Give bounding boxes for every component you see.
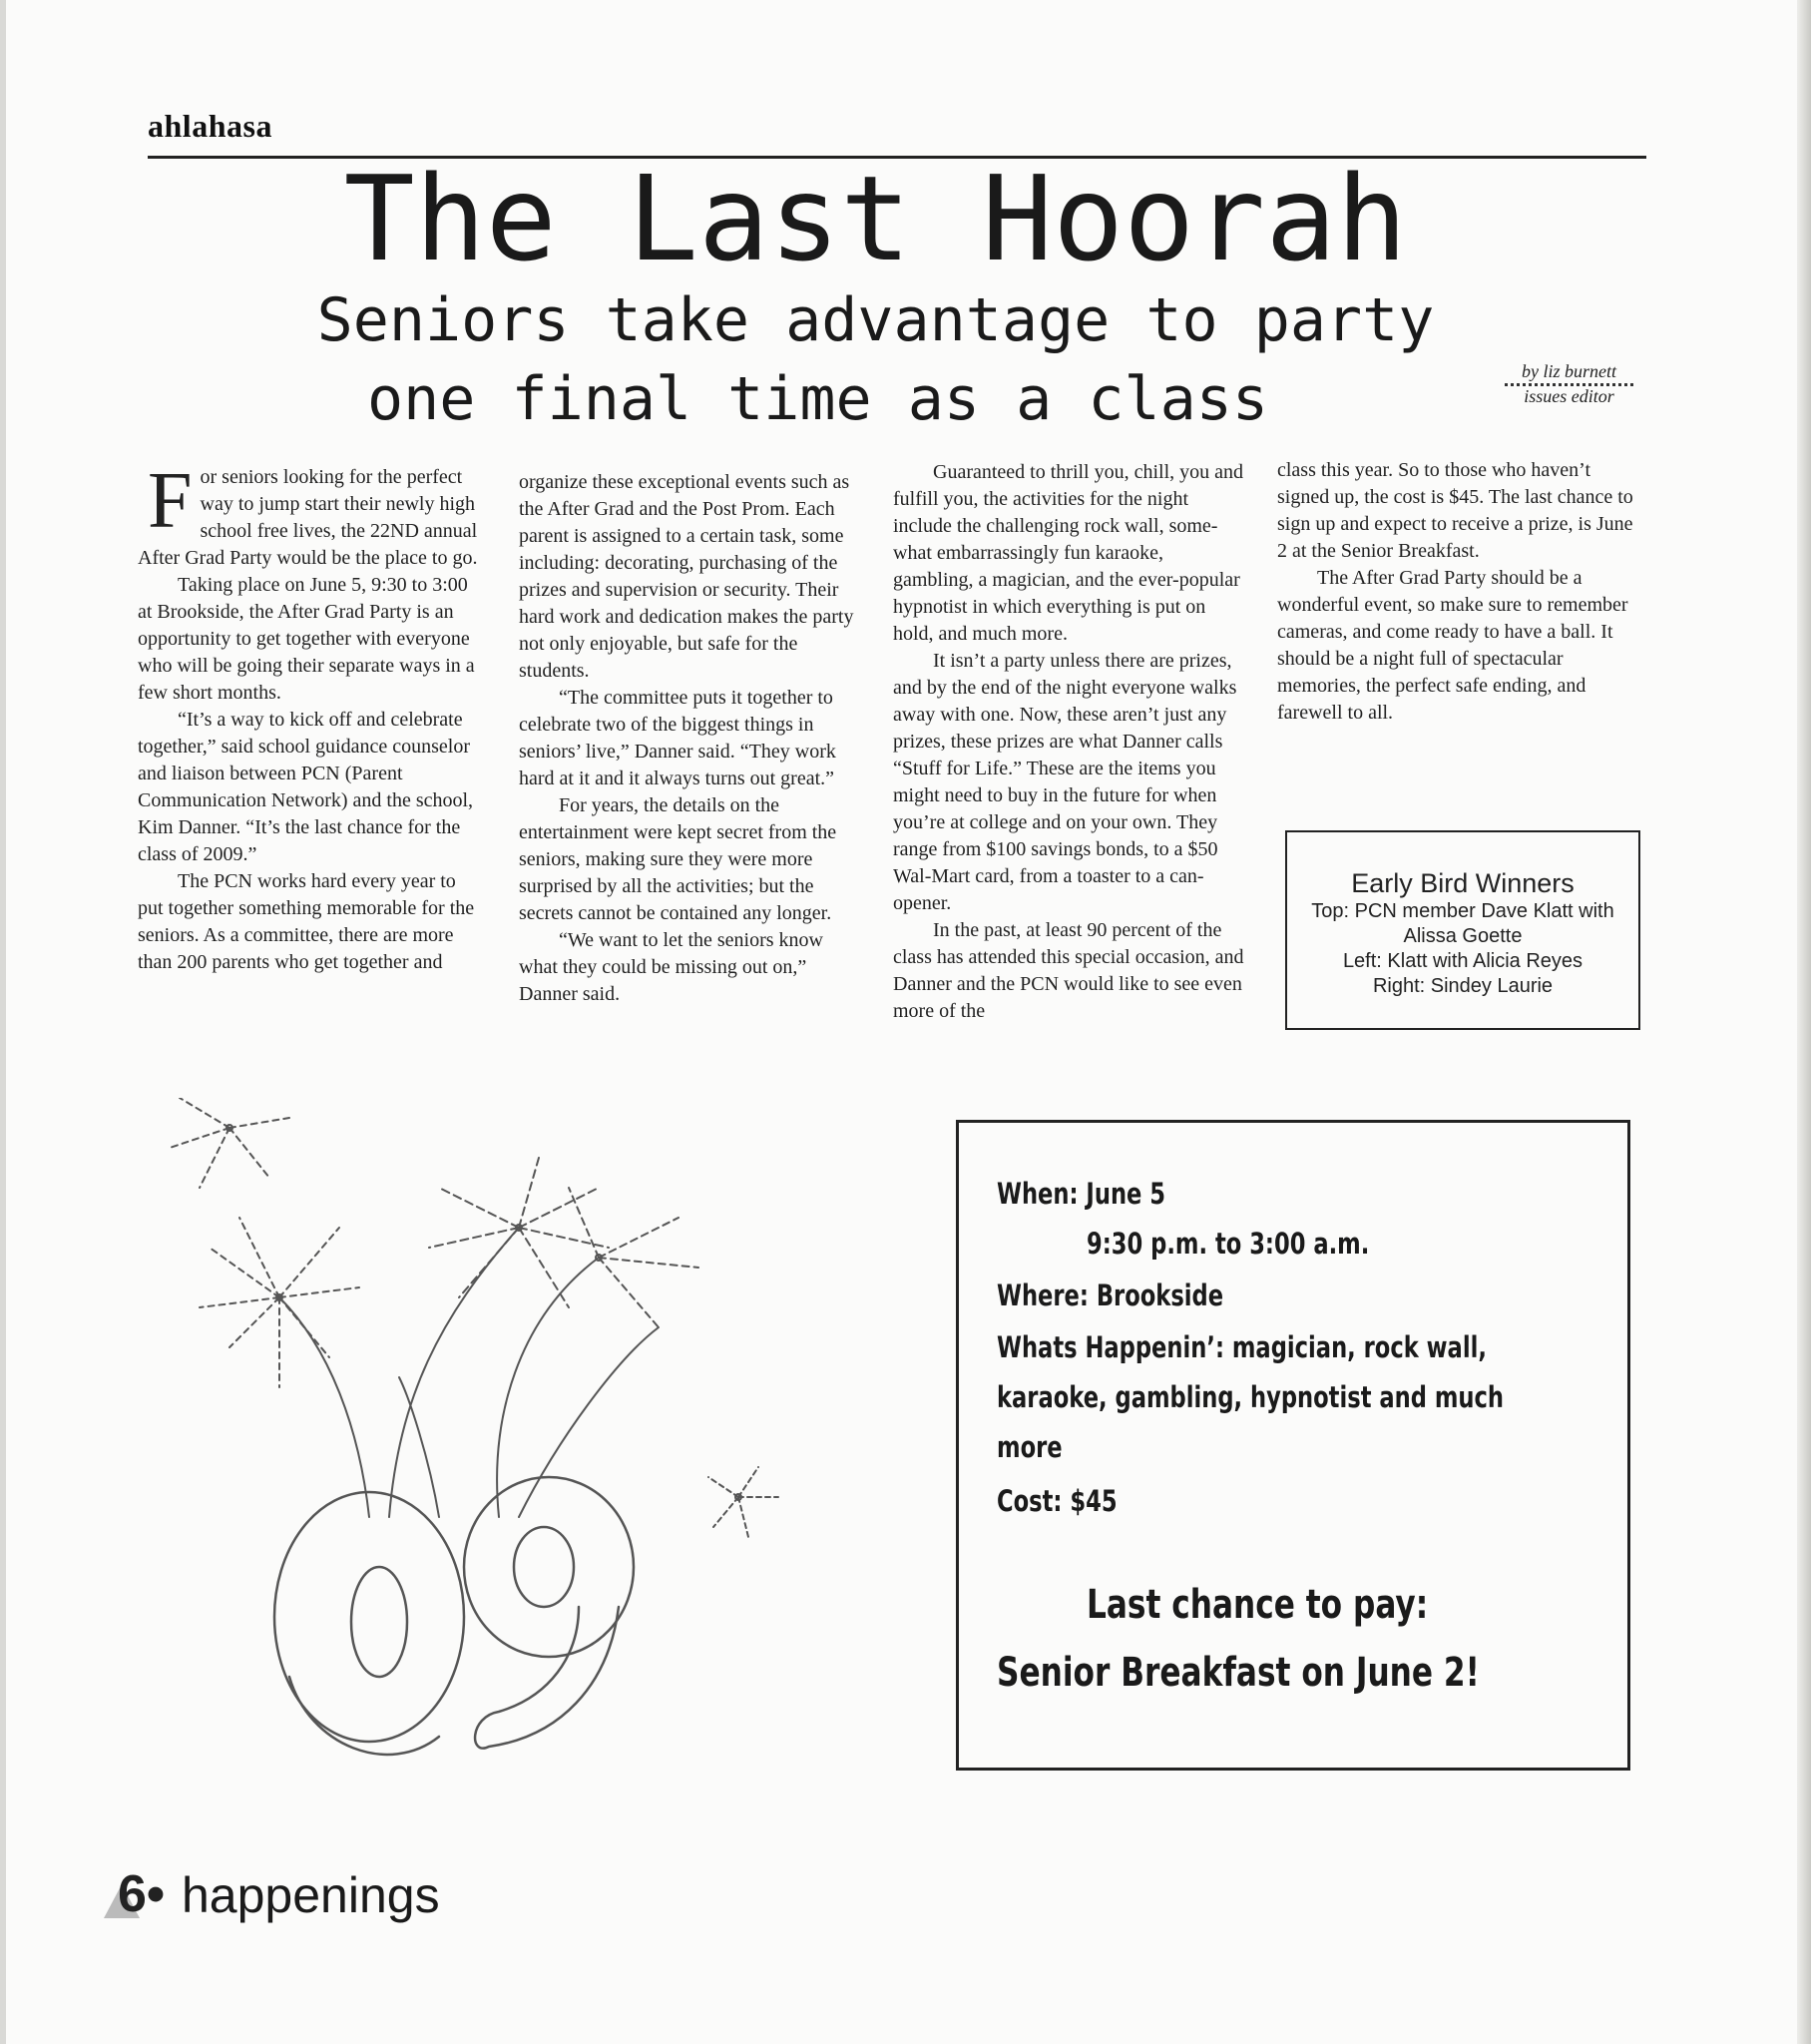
bullet: • [146,1865,166,1923]
page-edge [1797,0,1811,2044]
section-label: ahlahasa [148,108,272,144]
byline-role: issues editor [1524,386,1614,406]
article-paragraph: Guaranteed to thrill you, chill, you and fulfill you, the activities for the night include the challenging rock wall, some-what embarrassingly fun karaoke, gambling, a magician, and the ever-popular hypnotist in which everything is put on hold, and much more. [893,461,1244,645]
byline-name: by liz burnett [1522,361,1616,381]
article-column-2 [519,469,863,1008]
drop-cap: F [148,457,193,545]
article-column-4 [1277,457,1646,727]
winners-caption-line: Top: PCN member Dave Klatt with [1311,900,1614,922]
article-paragraph: The After Grad Party should be a wonderful event, so make sure to remember cameras, and come ready to have a ball. It should be a night full of spectacular memories, the perfect safe ending, and farewell to all. [1277,567,1628,724]
article-paragraph: “The committee puts it together to celebrate two of the biggest things in seniors’ live,” Danner said. “They work hard at it and it always turns out great.” [519,687,836,789]
article-paragraph: For seniors looking for the perfect way to jump start their newly high school free lives, the 22ND annual After Grad Party would be the place to go. [138,457,478,569]
winners-caption-line: Right: Sindey Laurie [1372,975,1554,997]
firework-burst-icon [170,1098,289,1188]
zero-figure [274,1492,464,1755]
nine-figure [464,1477,634,1749]
info-happenin: karaoke, gambling, hypnotist and much [997,1380,1505,1414]
fireworks-09-drawing [140,1098,858,1777]
winners-caption-line: Left: Klatt with Alicia Reyes [1342,950,1584,972]
article-paragraph: The PCN works hard every year to put together something memorable for the seniors. As a committee, there are more than 200 parents who get together and [138,870,475,973]
firework-burst-icon [708,1467,778,1537]
article-column-3 [893,459,1247,1025]
article-paragraph: class this year. So to those who haven’t signed up, the cost is $45. The last chance to sign up and expect to receive a prize, is June 2 at the Senior Breakfast. [1277,459,1633,562]
article-paragraph: For years, the details on the entertainment were kept secret from the seniors, making sure they were more surprised by all the activities; but the secrets cannot be contained any longer. [519,794,837,924]
winners-title: Early Bird Winners [1351,868,1575,898]
info-time: 9:30 p.m. to 3:00 a.m. [1087,1227,1370,1261]
early-bird-winners-box [1285,830,1640,1030]
event-info-box [956,1120,1630,1771]
article-paragraph: “We want to let the seniors know what they could be missing out on,” Danner said. [519,929,823,1005]
subhead-line-2: one final time as a class [366,364,1269,434]
info-where: Where: Brookside [997,1278,1224,1312]
info-happenin: more [997,1430,1063,1464]
headline: The Last Hoorah [343,150,1408,287]
info-cost: Cost: $45 [997,1484,1118,1518]
page-number: 6• [118,1864,165,1924]
winners-caption-line: Alissa Goette [1403,925,1523,947]
byline [1497,361,1641,407]
article-paragraph: “It’s a way to kick off and celebrate together,” said school guidance counselor and liaison between PCN (Parent Communication Network) and the school, Kim Danner. “It’s the last chance for the class of 2009.” [138,709,474,865]
firework-burst-icon [429,1158,609,1307]
article-paragraph: Taking place on June 5, 9:30 to 3:00 at Brookside, the After Grad Party is an opportunity to get together with everyone who will be going their separate ways in a few short months. [138,574,475,704]
firework-burst-icon [200,1218,359,1387]
article-paragraph: In the past, at least 90 percent of the class has attended this special occasion, and Danner and the PCN would like to see even more of the [893,919,1244,1022]
last-chance-heading: Last chance to pay: [1087,1582,1429,1628]
firework-burst-icon [569,1188,698,1327]
article-paragraph: It isn’t a party unless there are prizes, and by the end of the night everyone walks away with one. Now, these aren’t just any prizes, these prizes are what Danner calls “Stuff for Life.” These are the items you might need to buy in the future for when you’re at college and on your own. They range from $100 savings bonds, to a $50 Wal-Mart card, from a toaster to a can-opener. [893,650,1237,914]
info-when: When: June 5 [997,1177,1166,1211]
article-column-1 [138,457,482,976]
article-paragraph: organize these exceptional events such as the After Grad and the Post Prom. Each parent is assigned to a certain task, some including: decorating, purchasing of the prizes and supervision or security. Their hard work and dedication makes the party not only enjoyable, but safe for the students. [519,471,854,682]
info-happenin: Whats Happenin’: magician, rock wall, [997,1330,1487,1364]
subhead-line-1: Seniors take advantage to party [316,285,1435,355]
last-chance-detail: Senior Breakfast on June 2! [997,1650,1480,1696]
footer-section-label: happenings [182,1867,440,1923]
